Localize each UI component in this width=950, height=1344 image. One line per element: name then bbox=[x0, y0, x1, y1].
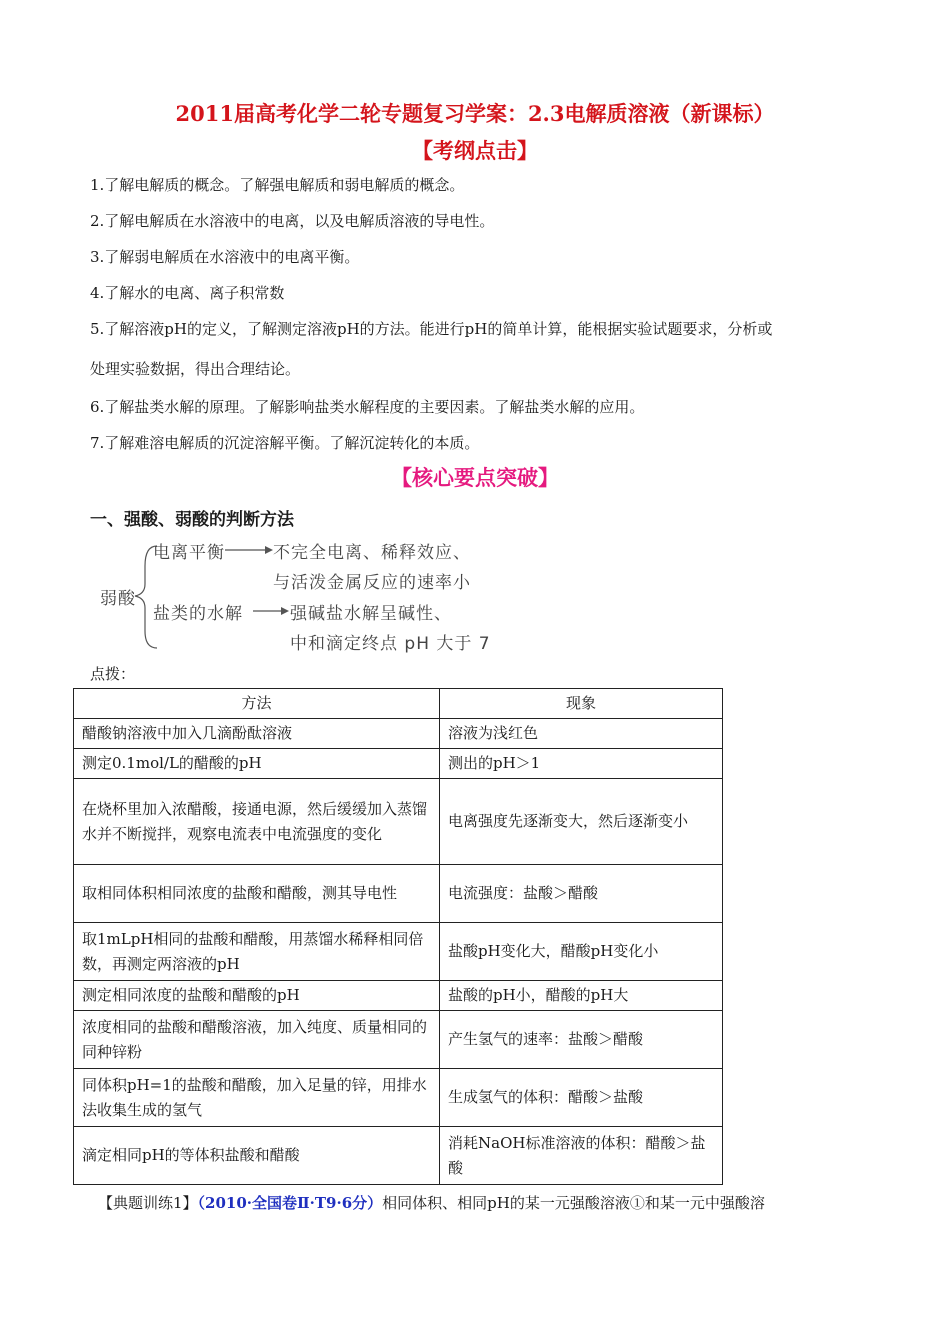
table-cell-phenomenon: 溶液为浅红色 bbox=[440, 719, 723, 749]
table-row bbox=[74, 981, 723, 1011]
table-cell-phenomenon: 电流强度：盐酸＞醋酸 bbox=[440, 865, 723, 923]
table-cell-method: 滴定相同pH的等体积盐酸和醋酸 bbox=[74, 1127, 440, 1185]
table-cell-method: 测定相同浓度的盐酸和醋酸的pH bbox=[74, 981, 440, 1011]
diagram-branch2-label: 盐类的水解 bbox=[153, 604, 243, 624]
table-cell-method: 浓度相同的盐酸和醋酸溶液，加入纯度、质量相同的同种锌粉 bbox=[74, 1011, 440, 1069]
table-cell-phenomenon: 盐酸pH变化大，醋酸pH变化小 bbox=[440, 923, 723, 981]
section-heading-kaogang: 【考纲点击】 bbox=[412, 138, 538, 163]
methods-table bbox=[73, 688, 723, 1185]
table-cell-method: 同体积pH=1的盐酸和醋酸，加入足量的锌，用排水法收集生成的氢气 bbox=[74, 1069, 440, 1127]
outline-item-7: 7.了解难溶电解质的沉淀溶解平衡。了解沉淀转化的本质。 bbox=[90, 434, 480, 452]
table-cell-phenomenon: 盐酸的pH小，醋酸的pH大 bbox=[440, 981, 723, 1011]
part1-heading: 一、强酸、弱酸的判断方法 bbox=[90, 510, 294, 530]
diagram-branch2-line2: 中和滴定终点 pH 大于 7 bbox=[290, 634, 491, 654]
table-cell-phenomenon: 测出的pH＞1 bbox=[440, 749, 723, 779]
outline-item-4: 4.了解水的电离、离子积常数 bbox=[90, 284, 285, 302]
diagram-branch1-line2: 与活泼金属反应的速率小 bbox=[273, 573, 471, 593]
table-row bbox=[74, 923, 723, 981]
outline-item-6: 6.了解盐类水解的原理。了解影响盐类水解程度的主要因素。了解盐类水解的应用。 bbox=[90, 398, 645, 416]
diagram-branch1-line1: 不完全电离、稀释效应、 bbox=[273, 543, 471, 563]
table-cell-phenomenon: 产生氢气的速率：盐酸＞醋酸 bbox=[440, 1011, 723, 1069]
example-text: 相同体积、相同pH的某一元强酸溶液①和某一元中强酸溶 bbox=[382, 1194, 765, 1212]
outline-item-5-cont: 处理实验数据，得出合理结论。 bbox=[90, 360, 301, 378]
table-row bbox=[74, 1011, 723, 1069]
table-cell-method: 取1mLpH相同的盐酸和醋酸，用蒸馏水稀释相同倍数，再测定两溶液的pH bbox=[74, 923, 440, 981]
table-header-row bbox=[74, 689, 723, 719]
table-header-method: 方法 bbox=[74, 689, 440, 719]
table-cell-method: 在烧杯里加入浓醋酸，接通电源，然后缓缓加入蒸馏水并不断搅拌，观察电流表中电流强度的变化 bbox=[74, 779, 440, 865]
section-heading-hexin: 【核心要点突破】 bbox=[391, 465, 559, 490]
diagram-root: 弱酸 bbox=[100, 589, 136, 609]
tip-label: 点拨： bbox=[90, 665, 136, 683]
example-line bbox=[98, 1192, 878, 1213]
outline-item-3: 3.了解弱电解质在水溶液中的电离平衡。 bbox=[90, 248, 360, 266]
table-row bbox=[74, 865, 723, 923]
outline-item-5: 5.了解溶液pH的定义，了解测定溶液pH的方法。能进行pH的简单计算，能根据实验试题要求，分析或 bbox=[90, 320, 773, 338]
diagram-branch1-label: 电离平衡 bbox=[153, 543, 225, 563]
table-header-phenomenon: 现象 bbox=[440, 689, 723, 719]
document-title: 2011届高考化学二轮专题复习学案：2.3电解质溶液（新课标） bbox=[175, 101, 775, 126]
outline-item-2: 2.了解电解质在水溶液中的电离，以及电解质溶液的导电性。 bbox=[90, 212, 495, 230]
table-row bbox=[74, 749, 723, 779]
table-cell-phenomenon: 电离强度先逐渐变大，然后逐渐变小 bbox=[440, 779, 723, 865]
outline-item-1: 1.了解电解质的概念。了解强电解质和弱电解质的概念。 bbox=[90, 176, 465, 194]
table-cell-phenomenon: 消耗NaOH标准溶液的体积：醋酸＞盐酸 bbox=[440, 1127, 723, 1185]
diagram-branch2-line1: 强碱盐水解呈碱性、 bbox=[290, 604, 452, 624]
weak-acid-diagram bbox=[95, 536, 525, 656]
table-cell-method: 测定0.1mol/L的醋酸的pH bbox=[74, 749, 440, 779]
table-row bbox=[74, 779, 723, 865]
table-row bbox=[74, 719, 723, 749]
table-row bbox=[74, 1069, 723, 1127]
table-cell-method: 醋酸钠溶液中加入几滴酚酞溶液 bbox=[74, 719, 440, 749]
example-label: 【典题训练1】 bbox=[98, 1194, 198, 1212]
table-cell-phenomenon: 生成氢气的体积：醋酸＞盐酸 bbox=[440, 1069, 723, 1127]
example-source: （2010·全国卷Ⅱ·T9·6分） bbox=[197, 1194, 383, 1212]
table-cell-method: 取相同体积相同浓度的盐酸和醋酸，测其导电性 bbox=[74, 865, 440, 923]
table-row bbox=[74, 1127, 723, 1185]
